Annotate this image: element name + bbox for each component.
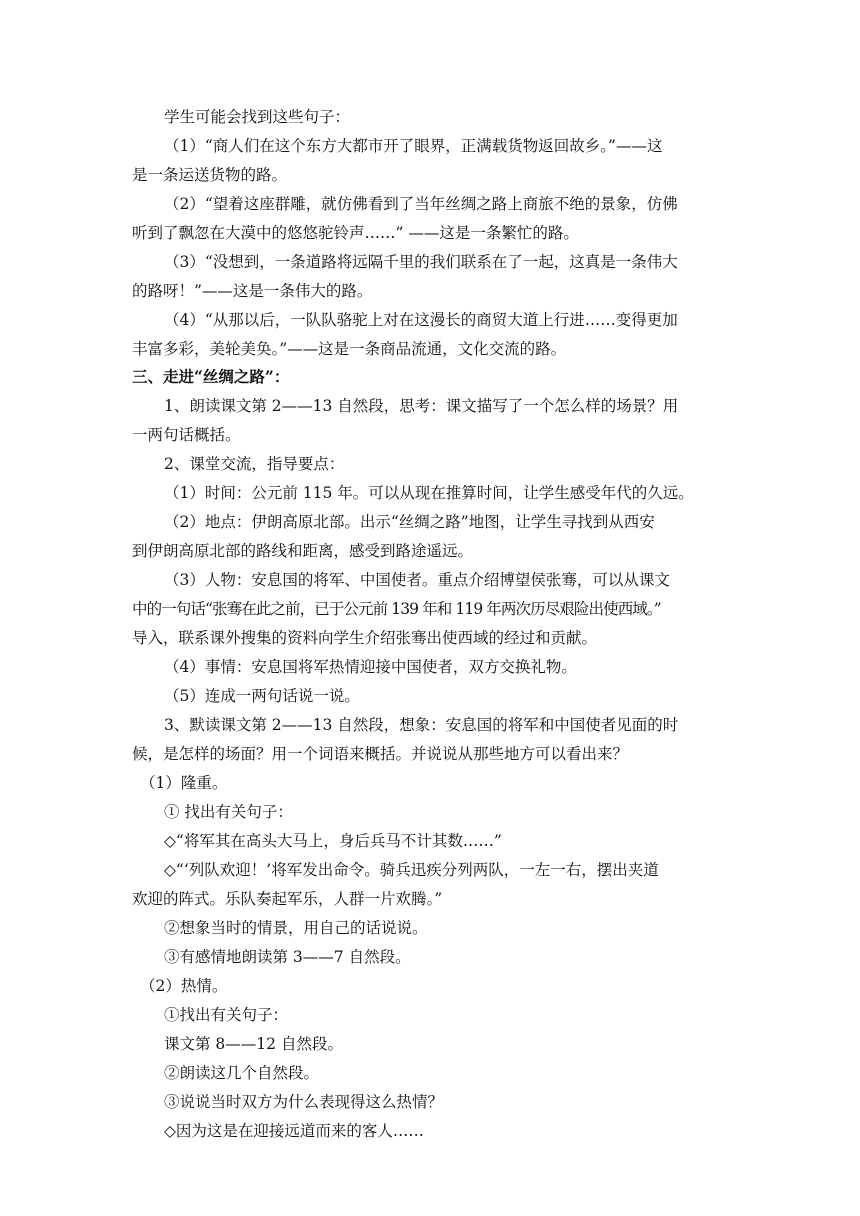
section-heading: 三、走进“丝绸之路”： <box>132 367 290 386</box>
point-place-line-1: （2）地点：伊朗高原北部。出示“丝绸之路”地图，让学生寻找到从西安 <box>164 513 655 531</box>
point-summary: （5）连成一两句话说一说。 <box>164 687 360 705</box>
quote-2-line-2: 听到了飘忽在大漠中的悠悠驼铃声……” ——这是一条繁忙的路。 <box>132 224 579 242</box>
grand-quote-2-line-1: ◇“‘列队欢迎！’将军发出命令。骑兵迅疾分列两队，一左一右，摆出夹道 <box>164 861 659 879</box>
warm-step-1: ①找出有关句子： <box>164 1006 289 1024</box>
task-1-line-1: 1、朗读课文第 2——13 自然段，思考：课文描写了一个怎么样的场景？用 <box>164 397 679 415</box>
paragraph-intro: 学生可能会找到这些句子： <box>164 108 351 126</box>
grand-quote-2-line-2: 欢迎的阵式。乐队奏起军乐，人群一片欢腾。” <box>132 890 443 908</box>
point-people-line-1: （3）人物：安息国的将军、中国使者。重点介绍博望侯张骞，可以从课文 <box>164 571 670 589</box>
task-1-line-2: 一两句话概括。 <box>132 426 241 444</box>
point-time: （1）时间：公元前 115 年。可以从现在推算时间，让学生感受年代的久远。 <box>164 484 694 502</box>
warm-reference: 课文第 8——12 自然段。 <box>164 1035 343 1053</box>
point-people-line-2: 中的一句话“张骞在此之前，已于公元前 139 年和 119 年两次历尽艰险出使西域。” <box>132 600 661 618</box>
point-place-line-2: 到伊朗高原北部的路线和距离，感受到路途遥远。 <box>132 542 474 560</box>
warm-step-2: ②朗读这几个自然段。 <box>164 1064 320 1082</box>
quote-1-line-2: 是一条运送货物的路。 <box>132 166 288 184</box>
point-people-line-3: 导入，联系课外搜集的资料向学生介绍张骞出使西域的经过和贡献。 <box>132 629 598 647</box>
quote-4-line-2: 丰富多彩，美轮美奂。”——这是一条商品流通，文化交流的路。 <box>132 340 567 358</box>
quote-3-line-1: （3）“没想到，一条道路将远隔千里的我们联系在了一起，这真是一条伟大 <box>164 253 678 271</box>
task-3-line-2: 候，是怎样的场面？用一个词语来概括。并说说从那些地方可以看出来？ <box>132 745 629 763</box>
grand-quote-1: ◇“将军其在高头大马上，身后兵马不计其数……” <box>164 832 502 850</box>
warm-step-3: ③说说当时双方为什么表现得这么热情？ <box>164 1093 444 1111</box>
quote-2-line-1: （2）“望着这座群雕，就仿佛看到了当年丝绸之路上商旅不绝的景象，仿佛 <box>164 195 678 213</box>
warm-answer: ◇因为这是在迎接远道而来的客人…… <box>164 1122 424 1140</box>
subpoint-warm: （2）热情。 <box>140 977 228 995</box>
quote-4-line-1: （4）“从那以后，一队队骆驼上对在这漫长的商贸大道上行进……变得更加 <box>164 311 678 329</box>
task-2-heading: 2、课堂交流，指导要点： <box>164 455 345 473</box>
grand-step-2: ②想象当时的情景，用自己的话说说。 <box>164 919 428 937</box>
grand-step-3: ③有感情地朗读第 3——7 自然段。 <box>164 948 411 966</box>
subpoint-grand: （1）隆重。 <box>140 774 228 792</box>
grand-step-1: ① 找出有关句子： <box>164 803 293 821</box>
task-3-line-1: 3、默读课文第 2——13 自然段，想象：安息国的将军和中国使者见面的时 <box>164 716 679 734</box>
quote-3-line-2: 的路呀！”——这是一条伟大的路。 <box>132 282 373 300</box>
quote-1-line-1: （1）“商人们在这个东方大都市开了眼界，正满载货物返回故乡。”——这 <box>164 137 663 155</box>
point-event: （4）事情：安息国将军热情迎接中国使者，双方交换礼物。 <box>164 658 577 676</box>
